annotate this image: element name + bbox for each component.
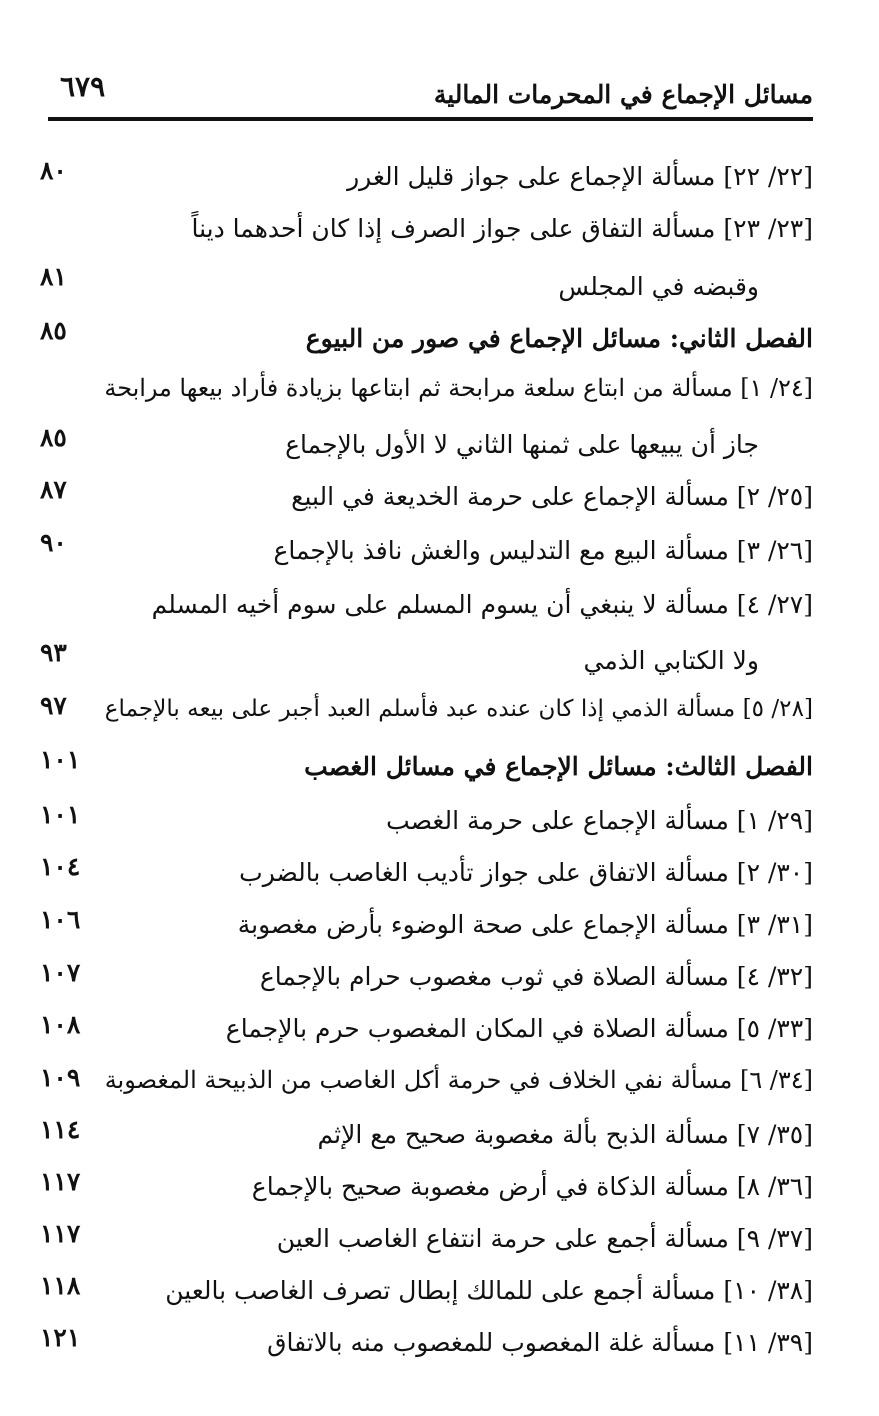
toc-entry-text: [٣٢/ ٤] مسألة الصلاة في ثوب مغصوب حرام بالإجماع [259, 962, 813, 991]
toc-entry-page: ١٠٧ [40, 958, 81, 987]
toc-entry-page: ٨١ [40, 262, 67, 291]
toc-entry-page: ٨٧ [40, 475, 67, 504]
chapter-heading: الفصل الثاني: مسائل الإجماع في صور من البيوع [305, 324, 813, 353]
toc-entry-page: ١٠٩ [40, 1063, 81, 1092]
toc-entry-text: [٢٣/ ٢٣] مسألة التفاق على جواز الصرف إذا كان أحدهما ديناً [191, 214, 813, 243]
toc-entry-text: ولا الكتابي الذمي [583, 646, 759, 675]
toc-entry-page: ٨٥ [40, 423, 67, 452]
toc-entry-text: [٣٥/ ٧] مسألة الذبح بألة مغصوبة صحيح مع الإثم [317, 1120, 813, 1149]
toc-entry-text: جاز أن يبيعها على ثمنها الثاني لا الأول بالإجماع [285, 430, 759, 459]
toc-entry-text: [٢٥/ ٢] مسألة الإجماع على حرمة الخديعة في البيع [291, 482, 813, 511]
toc-entry-text: [٣١/ ٣] مسألة الإجماع على صحة الوضوء بأرض مغصوبة [237, 910, 813, 939]
toc-entry-page: ٩٣ [40, 638, 67, 667]
toc-entry-page: ١٢١ [40, 1323, 81, 1352]
toc-entry-text: [٢٦/ ٣] مسألة البيع مع التدليس والغش نافذ بالإجماع [273, 536, 813, 565]
toc-entry-page: ١١٨ [40, 1271, 81, 1300]
toc-entry-text: [٢٩/ ١] مسألة الإجماع على حرمة الغصب [386, 806, 813, 835]
toc-entry-text: [٢٢/ ٢٢] مسألة الإجماع على جواز قليل الغرر [347, 162, 813, 191]
chapter-heading: الفصل الثالث: مسائل الإجماع في مسائل الغصب [304, 752, 813, 781]
toc-entry-page: ١١٧ [40, 1167, 81, 1196]
toc-entry-page: ١١٤ [40, 1115, 81, 1144]
toc-entry-page: ١٠١ [40, 745, 81, 774]
toc-entry-page: ٩٧ [40, 691, 67, 720]
running-header [48, 62, 813, 118]
running-title: مسائل الإجماع في المحرمات المالية [433, 80, 813, 109]
toc-entry-page: ١١٧ [40, 1219, 81, 1248]
toc-entry-page: ١٠٨ [40, 1010, 81, 1039]
toc-entry-page: ٨٠ [40, 156, 67, 185]
toc-entry-text: [٣٧/ ٩] مسألة أجمع على حرمة انتفاع الغاصب العين [276, 1224, 813, 1253]
toc-entry-page: ١٠٦ [40, 905, 81, 934]
toc-entry-page: ٨٥ [40, 316, 67, 345]
page-number: ٦٧٩ [60, 70, 106, 103]
toc-entry-text: [٣٠/ ٢] مسألة الاتفاق على جواز تأديب الغاصب بالضرب [239, 858, 813, 887]
toc-entry-page: ١٠٤ [40, 852, 81, 881]
toc-entry-text: [٣٤/ ٦] مسألة نفي الخلاف في حرمة أكل الغاصب من الذبيحة المغصوبة [104, 1066, 813, 1094]
toc-entry-text: [٢٨/ ٥] مسألة الذمي إذا كان عنده عبد فأسلم العبد أجبر على بيعه بالإجماع [104, 696, 813, 722]
toc-entry-text: وقبضه في المجلس [558, 272, 759, 301]
toc-entry-text: [٢٤/ ١] مسألة من ابتاع سلعة مرابحة ثم ابتاعها بزيادة فأراد بيعها مرابحة [104, 374, 813, 402]
toc-entry-text: [٢٧/ ٤] مسألة لا ينبغي أن يسوم المسلم على سوم أخيه المسلم [151, 590, 813, 619]
header-rule [48, 117, 813, 121]
toc-entry-page: ١٠١ [40, 800, 81, 829]
toc-entry-text: [٣٦/ ٨] مسألة الذكاة في أرض مغصوبة صحيح بالإجماع [251, 1172, 813, 1201]
toc-entry-text: [٣٩/ ١١] مسألة غلة المغصوب للمغصوب منه بالاتفاق [267, 1328, 813, 1357]
toc-entry-page: ٩٠ [40, 528, 67, 557]
toc-entry-text: [٣٨/ ١٠] مسألة أجمع على للمالك إبطال تصرف الغاصب بالعين [165, 1276, 813, 1305]
toc-entry-text: [٣٣/ ٥] مسألة الصلاة في المكان المغصوب حرم بالإجماع [225, 1014, 813, 1043]
